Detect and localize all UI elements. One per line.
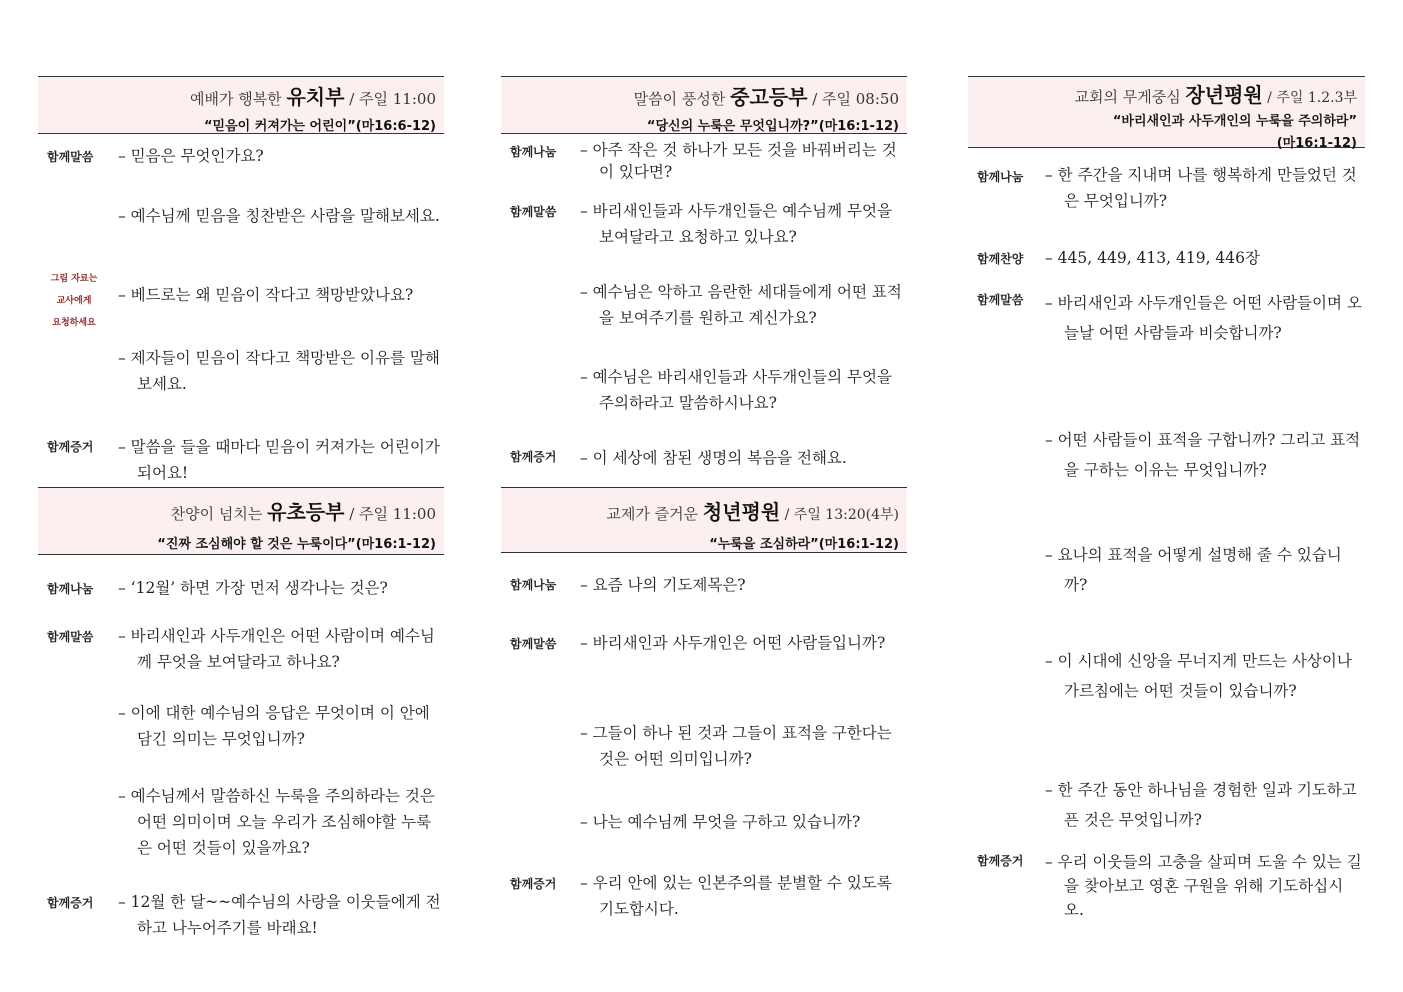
- service-time: / 주일 1.2.3부: [1262, 90, 1357, 106]
- question: – 예수님께서 말씀하신 누룩을 주의하라는 것은 어떤 의미이며 오늘 우리가 조심해야할 누룩은 어떤 것들이 있을까요?: [118, 787, 435, 857]
- note-line: 교사에게: [56, 296, 92, 306]
- service-time: / 주일 13:20(4부): [780, 507, 899, 523]
- header-yuchibu: [38, 76, 444, 134]
- question: – 베드로는 왜 믿음이 작다고 책망받았나요?: [118, 286, 414, 304]
- label-witness: 함께증거: [510, 450, 557, 464]
- question: – 어떤 사람들이 표적을 구합니까? 그리고 표적을 구하는 이유는 무엇입니까?: [1045, 431, 1361, 479]
- note-line: 그림 자료는: [50, 274, 98, 284]
- label-word: 함께말씀: [977, 293, 1024, 307]
- header-pre: 찬양이 넘치는: [170, 505, 268, 523]
- service-time: / 주일 11:00: [344, 90, 436, 108]
- department-name: 청년평원: [702, 500, 781, 524]
- question: – 바리새인들과 사두개인들은 예수님께 무엇을 보여달라고 요청하고 있나요?: [580, 202, 892, 246]
- question: – 12월 한 달~~예수님의 사랑을 이웃들에게 전하고 나누어주기를 바래요!: [118, 893, 441, 937]
- hymn-numbers: – 445, 449, 413, 419, 446장: [1045, 249, 1260, 267]
- label-witness: 함께증거: [47, 896, 94, 910]
- header-verse: “바리새인과 사두개인의 누룩을 주의하라”: [1112, 114, 1357, 129]
- label-witness: 함께증거: [510, 877, 557, 891]
- header-title: [38, 81, 436, 110]
- department-name: 장년평원: [1185, 83, 1263, 107]
- question: – ‘12월’ 하면 가장 먼저 생각나는 것은?: [118, 579, 388, 597]
- question: – 바리새인과 사두개인들은 어떤 사람들이며 오늘날 어떤 사람들과 비슷합니까?: [1045, 294, 1362, 342]
- label-word: 함께말씀: [47, 630, 94, 644]
- label-word: 함께말씀: [510, 637, 557, 651]
- label-witness: 함께증거: [47, 440, 94, 454]
- department-name: 유초등부: [267, 500, 345, 524]
- header-pre: 예배가 행복한: [189, 90, 287, 108]
- service-time: / 주일 08:50: [807, 90, 899, 108]
- question: – 제자들이 믿음이 작다고 책망받은 이유를 말해보세요.: [118, 349, 440, 393]
- header-jangnyeon: [968, 76, 1365, 151]
- header-verse: “누룩을 조심하라”(마16:1-12): [709, 537, 899, 552]
- question: – 우리 이웃들의 고충을 살피며 도울 수 있는 길을 찾아보고 영혼 구원을 위해 기도하십시오.: [1045, 853, 1362, 919]
- note-line: 요청하세요: [52, 318, 96, 328]
- header-verse-ref: (마16:1-12): [1276, 136, 1357, 151]
- question: – 바리새인과 사두개인은 어떤 사람들입니까?: [580, 634, 886, 652]
- header-title: [501, 81, 899, 110]
- header-verse: “당신의 누룩은 무엇입니까?”(마16:1-12): [646, 119, 899, 134]
- label-sharing: 함께나눔: [510, 578, 557, 592]
- question: – 나는 예수님께 무엇을 구하고 있습니까?: [580, 813, 861, 831]
- question: – 한 주간 동안 하나님을 경험한 일과 기도하고픈 것은 무엇입니까?: [1045, 781, 1357, 829]
- header-junggodeungbu: [501, 76, 907, 134]
- question: – 이에 대한 예수님의 응답은 무엇이며 이 안에 담긴 의미는 무엇입니까?: [118, 704, 430, 748]
- label-witness: 함께증거: [977, 854, 1024, 868]
- header-verse: “믿음이 커져가는 어린이”(마16:6-12): [204, 119, 436, 134]
- header-title: [968, 79, 1357, 108]
- question: – 요즘 나의 기도제목은?: [580, 576, 746, 594]
- question: – 아주 작은 것 하나가 모든 것을 바꿔버리는 것이 있다면?: [580, 141, 897, 181]
- label-sharing: 함께나눔: [47, 582, 94, 596]
- question: – 예수님은 바리새인들과 사두개인들의 무엇을 주의하라고 말씀하시나요?: [580, 368, 892, 412]
- question: – 예수님은 악하고 음란한 세대들에게 어떤 표적을 보여주기를 원하고 계신가요?: [580, 283, 902, 327]
- header-title: [501, 496, 899, 525]
- header-cheongnyeon: [501, 487, 907, 553]
- header-pre: 교제가 즐거운: [606, 505, 703, 523]
- question: – 그들이 하나 된 것과 그들이 표적을 구한다는 것은 어떤 의미입니까?: [580, 724, 892, 768]
- label-word: 함께말씀: [47, 150, 94, 164]
- question: – 말씀을 들을 때마다 믿음이 커져가는 어린이가 되어요!: [118, 438, 440, 482]
- header-pre: 교회의 무게중심: [1074, 88, 1186, 106]
- question: – 바리새인과 사두개인은 어떤 사람이며 예수님께 무엇을 보여달라고 하나요?: [118, 627, 435, 671]
- label-sharing: 함께나눔: [977, 170, 1024, 184]
- label-sharing: 함께나눔: [510, 145, 557, 159]
- header-pre: 말씀이 풍성한: [633, 90, 731, 108]
- question: – 이 시대에 신앙을 무너지게 만드는 사상이나 가르침에는 어떤 것들이 있습니까?: [1045, 652, 1352, 700]
- department-name: 중고등부: [730, 85, 808, 109]
- header-yuchodeungbu: [38, 487, 444, 555]
- question: – 믿음은 무엇인가요?: [118, 147, 264, 165]
- label-praise: 함께찬양: [977, 252, 1024, 266]
- question: – 요나의 표적을 어떻게 설명해 줄 수 있습니까?: [1045, 546, 1342, 594]
- header-title: [38, 496, 436, 525]
- header-verse: “진짜 조심해야 할 것은 누룩이다”(마16:1-12): [157, 537, 436, 552]
- service-time: / 주일 11:00: [344, 505, 436, 523]
- label-word: 함께말씀: [510, 205, 557, 219]
- question: – 예수님께 믿음을 칭찬받은 사람을 말해보세요.: [118, 207, 440, 225]
- question: – 이 세상에 참된 생명의 복음을 전해요.: [580, 449, 847, 467]
- department-name: 유치부: [286, 85, 345, 109]
- teacher-note: [44, 268, 104, 334]
- question: – 한 주간을 지내며 나를 행복하게 만들었던 것은 무엇입니까?: [1045, 166, 1357, 210]
- question: – 우리 안에 있는 인본주의를 분별할 수 있도록 기도합시다.: [580, 874, 892, 918]
